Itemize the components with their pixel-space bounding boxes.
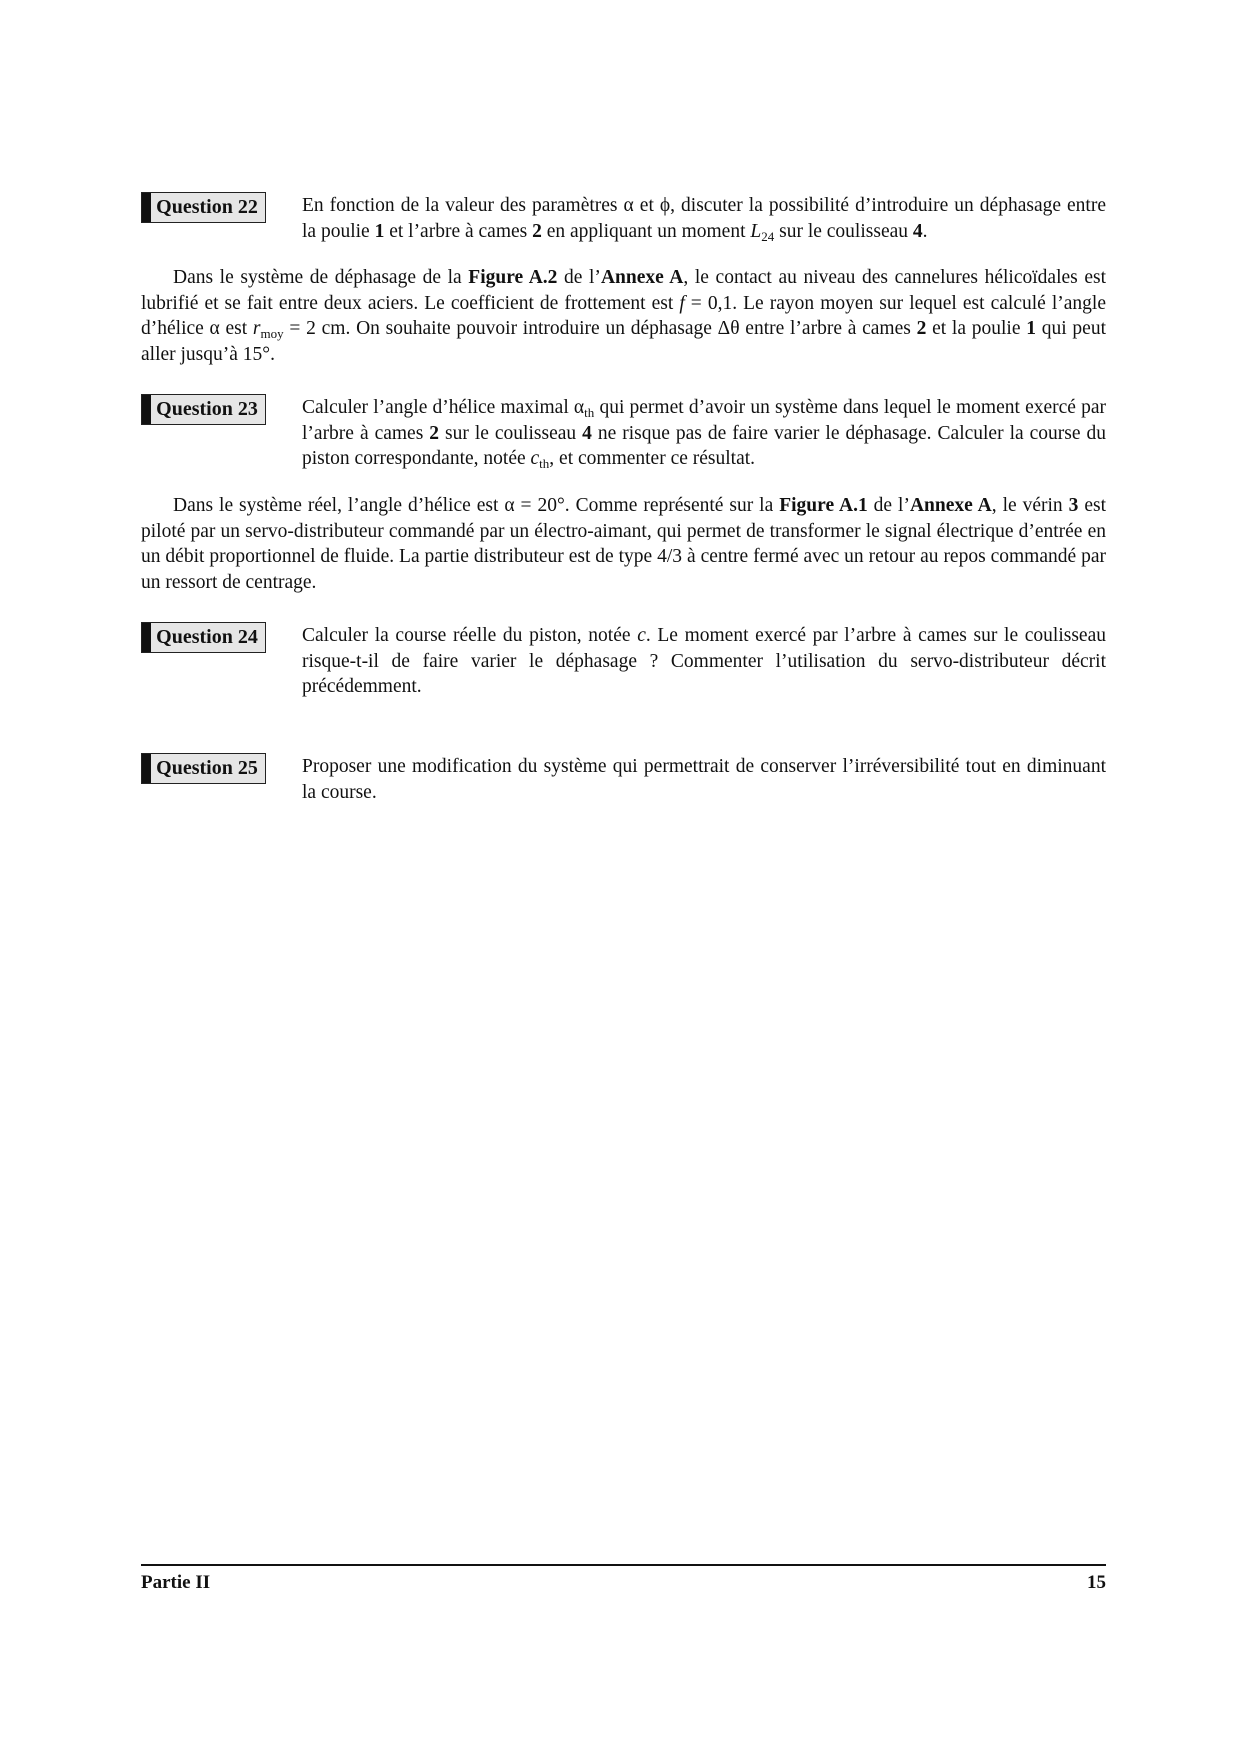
page-footer (141, 1572, 1106, 1594)
question-label: Question 22 (156, 196, 258, 218)
question-25 (141, 753, 1106, 803)
question-label-box (141, 753, 266, 784)
question-text: Calculer la course réelle du piston, notée c. Le moment exercé par l’arbre à cames sur le coulisseau risque-t-il de faire varier le déphasage ? Commenter l’utilisation du servo-distributeur décrit précédemment. (302, 625, 1106, 697)
label-bar (142, 623, 151, 652)
label-bar (142, 395, 151, 424)
question-text: En fonction de la valeur des paramètres α et ϕ, discuter la possibilité d’introduire un déphasage entre la poulie 1 et l’arbre à cames 2 en appliquant un moment $L_{24}$ sur le coulisseau 4. (302, 195, 1106, 244)
question-24 (141, 622, 1106, 697)
body-paragraph: Dans le système réel, l’angle d’hélice est α = 20°. Comme représenté sur la Figure A.1 de l’Annexe A, le vérin 3 est piloté par un servo-distributeur commandé par un électro-aimant, qui permet de transformer le signal électrique d’entrée en un débit proportionnel de fluide. La partie distributeur est de type 4/3 à centre fermé avec un retour au repos commandé par un ressort de centrage. (141, 495, 1106, 593)
question-label-box (141, 192, 266, 223)
question-label-box (141, 622, 266, 653)
question-text: Proposer une modification du système qui permettrait de conserver l’irréversibilité tout en diminuant la course. (302, 756, 1106, 803)
question-23 (141, 394, 1107, 471)
question-label: Question 25 (156, 757, 258, 779)
question-label: Question 23 (156, 398, 258, 420)
label-bar (142, 754, 151, 783)
question-label: Question 24 (156, 626, 258, 648)
label-bar (142, 193, 151, 222)
question-22 (141, 192, 1106, 244)
footer-part-label: Partie II (141, 1572, 211, 1593)
question-label-box (141, 394, 266, 425)
question-text: Calculer l’angle d’hélice maximal $\alpha_{th}$ qui permet d’avoir un système dans lequel le moment exercé par l’arbre à cames 2 sur le coulisseau 4 ne risque pas de faire varier le déphasage. Calculer la course du piston correspondante, notée $c_{th}$, et commenter ce résultat. (302, 397, 1107, 471)
body-paragraph: Dans le système de déphasage de la Figure A.2 de l’Annexe A, le contact au niveau des cannelures hélicoïdales est lubrifié et se fait entre deux aciers. Le coefficient de frottement est f = 0,1. Le rayon moyen sur lequel est calculé l’angle d’hélice α est $r_{moy} = 2$ cm. On souhaite pouvoir introduire un déphasage Δθ entre l’arbre à cames 2 et la poulie 1 qui peut aller jusqu’à 15°. (141, 267, 1106, 365)
footer-rule (141, 1564, 1106, 1566)
page-number: 15 (1087, 1572, 1106, 1593)
